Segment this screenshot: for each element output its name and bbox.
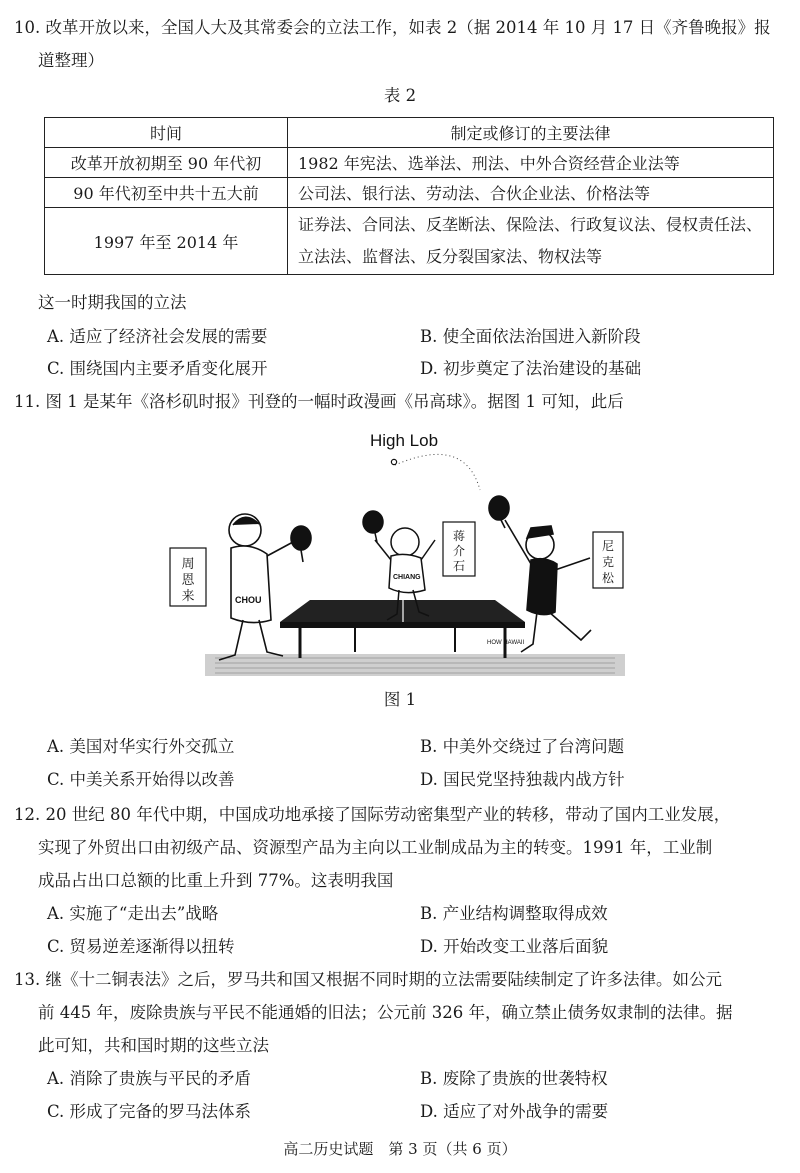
figure-caption: 图 1 [383,690,417,709]
table-header-time: 时间 [45,118,288,148]
q10-option-b[interactable]: B. 使全面依法治国进入新阶段 [420,327,641,346]
table-header-row [45,118,774,148]
q10-line1: 10. 改革开放以来，全国人大及其常委会的立法工作，如表 2（据 2014 年 10 月 17 日《齐鲁晚报》报 [14,18,771,37]
table-cell-laws: 公司法、银行法、劳动法、合伙企业法、价格法等 [288,178,774,208]
q13-option-a[interactable]: A. 消除了贵族与平民的矛盾 [47,1069,251,1088]
table-cell-period: 1997 年至 2014 年 [45,208,288,275]
label-nixon: 尼克松 [601,539,615,585]
ping-pong-table [280,596,525,658]
q12-line3: 成品占出口总额的比重上升到 77%。这表明我国 [38,871,394,890]
q11-option-d[interactable]: D. 国民党坚持独裁内战方针 [420,770,625,789]
q10-option-d[interactable]: D. 初步奠定了法治建设的基础 [420,359,642,378]
q10-line2: 道整理） [38,51,104,70]
shirt-label-chou: CHOU [235,595,262,605]
q13-option-c[interactable]: C. 形成了完备的罗马法体系 [47,1102,252,1121]
q10-option-a[interactable]: A. 适应了经济社会发展的需要 [47,327,268,346]
table-row [45,208,774,275]
q12-line2: 实现了外贸出口由初级产品、资源型产品为主向以工业制成品为主的转变。1991 年，工业制 [38,838,713,857]
q11-option-c[interactable]: C. 中美关系开始得以改善 [47,770,235,789]
table-row [45,178,774,208]
q12-option-a[interactable]: A. 实施了“走出去”战略 [47,904,219,923]
q13-line2: 前 445 年，废除贵族与平民不能通婚的旧法；公元前 326 年，确立禁止债务奴隶制的法律。据 [38,1003,733,1022]
figure-left [219,514,311,660]
ball-icon [391,459,396,464]
q13-line1: 13. 继《十二铜表法》之后，罗马共和国又根据不同时期的立法需要陆续制定了许多法律。如公元 [14,970,722,989]
q10-stem: 这一时期我国的立法 [38,293,187,312]
label-zhou-enlai: 周恩来 [181,557,195,604]
q11-line1: 11. 图 1 是某年《洛杉矶时报》刊登的一幅时政漫画《吊高球》。据图 1 可知，此后 [14,392,624,411]
label-chiang-kai-shek: 蒋介石 [452,529,466,573]
q13-line3: 此可知，共和国时期的这些立法 [38,1036,269,1055]
table-cell-laws: 1982 年宪法、选举法、刑法、中外合资经营企业法等 [288,148,774,178]
q11-option-b[interactable]: B. 中美外交绕过了台湾问题 [420,737,625,756]
table-header-laws: 制定或修订的主要法律 [288,118,774,148]
q11-option-a[interactable]: A. 美国对华实行外交孤立 [47,737,235,756]
q10-option-c[interactable]: C. 围绕国内主要矛盾变化展开 [47,359,268,378]
table-cell-period: 90 年代初至中共十五大前 [45,178,288,208]
ball-trajectory [395,454,480,490]
table-cell-laws: 证券法、合同法、反垄断法、保险法、行政复议法、侵权责任法、立法法、监督法、反分裂国家法、物权法等 [288,208,774,275]
q13-option-b[interactable]: B. 废除了贵族的世袭特权 [420,1069,608,1088]
cartoon-title: High Lob [370,431,439,450]
shirt-label-chiang: CHIANG [393,574,421,581]
q12-option-b[interactable]: B. 产业结构调整取得成效 [420,904,608,923]
page-footer: 高二历史试题 第 3 页（共 6 页） [283,1140,517,1158]
cartoon-small-note: HOW HAWAII [487,640,525,646]
table-row [45,148,774,178]
q12-option-d[interactable]: D. 开始改变工业落后面貌 [420,937,609,956]
q12-line1: 12. 20 世纪 80 年代中期，中国成功地承接了国际劳动密集型产业的转移，带动了国内工业发展， [14,805,731,824]
law-table [44,117,774,275]
table-caption: 表 2 [383,86,417,105]
table-cell-period: 改革开放初期至 90 年代初 [45,148,288,178]
q12-option-c[interactable]: C. 贸易逆差逐渐得以扭转 [47,937,235,956]
q13-option-d[interactable]: D. 适应了对外战争的需要 [420,1102,609,1121]
cartoon-high-lob [181,430,625,680]
